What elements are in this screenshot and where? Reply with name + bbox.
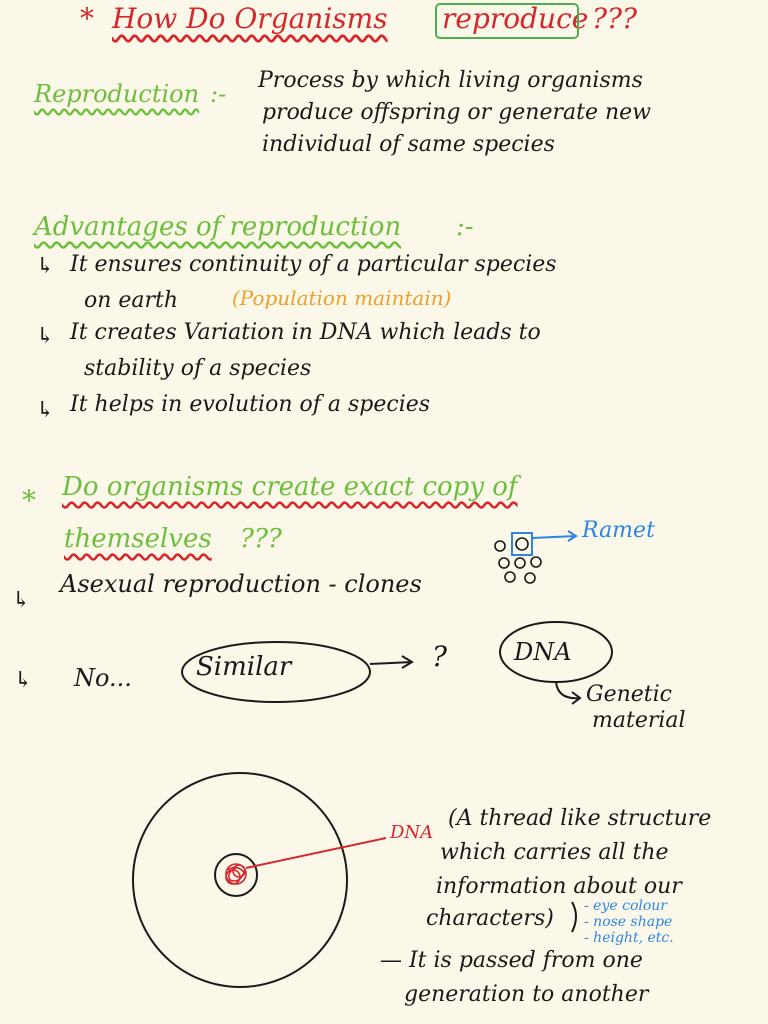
dna-scribble bbox=[226, 864, 246, 884]
similar-label: Similar bbox=[196, 652, 292, 682]
advantages-heading: Advantages of reproduction bbox=[34, 212, 402, 242]
question-line-1: Do organisms create exact copy of bbox=[62, 472, 518, 502]
advantage-1-line-2: on earth bbox=[84, 288, 179, 313]
dna-bubble-label: DNA bbox=[514, 638, 572, 666]
question-line-2: themselves bbox=[64, 524, 212, 554]
description-line-4: characters) bbox=[426, 906, 554, 931]
example-nose-shape: - nose shape bbox=[584, 914, 673, 930]
nucleus-circle bbox=[215, 854, 257, 896]
example-eye-colour: - eye colour bbox=[584, 898, 667, 914]
description-line-3: information about our bbox=[436, 874, 682, 899]
ramet-label: Ramet bbox=[582, 518, 655, 543]
dna-genetic-arrow bbox=[556, 682, 580, 704]
advantages-separator: :- bbox=[456, 212, 474, 242]
advantage-1-line-1: It ensures continuity of a particular species bbox=[70, 252, 557, 277]
reproduction-separator: :- bbox=[210, 80, 227, 108]
arrow-icon: ↳ bbox=[36, 324, 55, 349]
dna-label: DNA bbox=[390, 822, 434, 843]
material-label: material bbox=[592, 708, 686, 733]
arrow-icon: ↳ bbox=[12, 588, 31, 613]
passed-line-1: — It is passed from one bbox=[380, 948, 643, 973]
dna-pointer-line bbox=[246, 838, 386, 868]
ramet-highlight-box bbox=[512, 533, 532, 555]
cell-circle bbox=[133, 773, 347, 987]
population-note: (Population maintain) bbox=[232, 286, 452, 310]
example-height: - height, etc. bbox=[584, 930, 674, 946]
arrow-icon: ↳ bbox=[14, 668, 33, 693]
title-text: How Do Organisms bbox=[112, 2, 388, 35]
question-mark: ? bbox=[432, 640, 448, 673]
examples-brace bbox=[572, 902, 576, 932]
definition-line-1: Process by which living organisms bbox=[258, 68, 643, 93]
arrow-icon: ↳ bbox=[36, 254, 55, 279]
advantage-3: It helps in evolution of a species bbox=[70, 392, 431, 417]
title-question-marks: ??? bbox=[592, 2, 638, 35]
advantage-2-line-2: stability of a species bbox=[84, 356, 312, 381]
description-line-1: (A thread like structure bbox=[448, 806, 712, 831]
title-star: * bbox=[80, 2, 94, 35]
description-line-2: which carries all the bbox=[440, 840, 669, 865]
ramet-cluster bbox=[495, 538, 541, 583]
genetic-label: Genetic bbox=[586, 682, 672, 707]
no-answer: No... bbox=[74, 664, 132, 692]
definition-line-3: individual of same species bbox=[262, 132, 555, 157]
asexual-reproduction-line: Asexual reproduction - clones bbox=[60, 570, 422, 598]
passed-line-2: generation to another bbox=[404, 982, 649, 1007]
advantage-2-line-1: It creates Variation in DNA which leads to bbox=[70, 320, 541, 345]
reproduction-term: Reproduction bbox=[34, 80, 200, 108]
definition-line-2: produce offspring or generate new bbox=[262, 100, 651, 125]
question-marks: ??? bbox=[240, 524, 282, 554]
ramet-pointer-arrow bbox=[532, 531, 576, 541]
title-boxed-word: reproduce bbox=[442, 2, 589, 35]
question-star: * bbox=[22, 484, 36, 517]
similar-arrow bbox=[370, 656, 412, 668]
arrow-icon: ↳ bbox=[36, 398, 55, 423]
